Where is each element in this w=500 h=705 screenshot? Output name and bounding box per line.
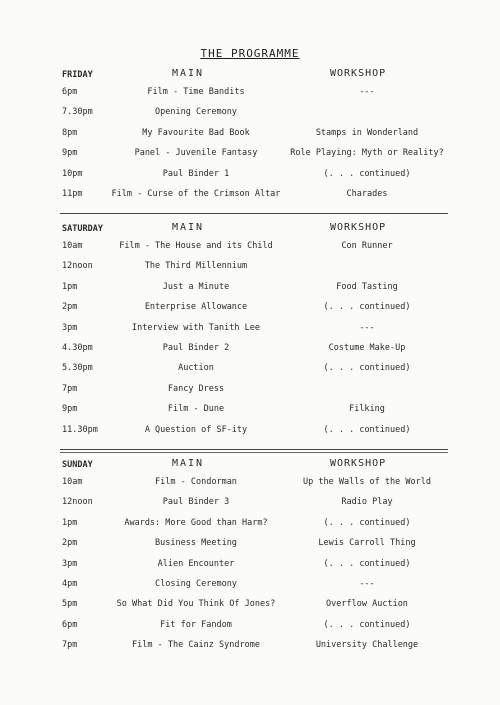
- main-event: Film - The House and its Child: [119, 241, 273, 251]
- time: 3pm: [62, 322, 78, 333]
- time: 6pm: [62, 619, 78, 630]
- main-event: Film - The Cainz Syndrome: [132, 640, 260, 651]
- time: 1pm: [62, 517, 78, 528]
- main-event: Auction: [178, 363, 214, 374]
- time: 5pm: [62, 599, 78, 610]
- workshop-event: ---: [359, 578, 375, 589]
- workshop-event: Filking: [349, 404, 385, 415]
- schedule-row: [62, 615, 452, 635]
- schedule-row: [62, 297, 452, 317]
- main-event: Film - Time Bandits: [147, 87, 245, 97]
- schedule-row: [62, 236, 452, 256]
- main-event: The Third Millennium: [144, 261, 248, 272]
- main-event: Fancy Dress: [167, 383, 225, 394]
- main-event: Enterprise Allowance: [144, 302, 248, 313]
- schedule-row: [62, 492, 452, 512]
- workshop-event: Costume Make-Up: [328, 342, 406, 353]
- schedule-row: [62, 554, 452, 574]
- workshop-event: (. . . continued): [323, 619, 411, 630]
- main-event: Alien Encounter: [157, 558, 235, 569]
- time: 7pm: [62, 640, 78, 651]
- schedule-row: [62, 102, 452, 122]
- sunday-header: [62, 458, 452, 472]
- workshop-event: Up the Walls of the World: [303, 477, 431, 487]
- workshop-event: University Challenge: [315, 640, 419, 651]
- main-event: Fit for Fandom: [160, 619, 232, 630]
- time: 1pm: [62, 281, 78, 292]
- workshop-column-label: WORKSHOP: [330, 222, 387, 233]
- saturday-section: [62, 222, 452, 440]
- main-event: So What Did You Think Of Jones?: [116, 599, 276, 610]
- time: 11pm: [62, 188, 83, 199]
- friday-header: [62, 68, 452, 82]
- main-event: Paul Binder 3: [162, 497, 230, 508]
- main-event: Business Meeting: [155, 538, 237, 549]
- schedule-row: [62, 472, 452, 492]
- main-column-label: MAIN: [172, 68, 205, 79]
- day-label: FRIDAY: [62, 70, 93, 80]
- time: 11.30pm: [62, 424, 98, 435]
- workshop-event: (. . . continued): [323, 363, 411, 374]
- main-event: Paul Binder 2: [162, 342, 230, 353]
- main-event: Film - Curse of the Crimson Altar: [111, 188, 281, 199]
- day-label: SATURDAY: [62, 224, 103, 234]
- time: 2pm: [62, 302, 78, 313]
- day-label: SUNDAY: [62, 460, 93, 470]
- time: 10am: [62, 477, 83, 487]
- main-event: Interview with Tanith Lee: [132, 322, 260, 333]
- workshop-event: (. . . continued): [323, 517, 411, 528]
- schedule-row: [62, 513, 452, 533]
- schedule-row: [62, 533, 452, 553]
- schedule-row: [62, 379, 452, 399]
- time: 9pm: [62, 404, 78, 415]
- schedule-row: [62, 594, 452, 614]
- saturday-header: [62, 222, 452, 236]
- workshop-event: Con Runner: [341, 241, 393, 251]
- time: 8pm: [62, 127, 78, 138]
- time: 7.30pm: [62, 107, 93, 118]
- time: 3pm: [62, 558, 78, 569]
- workshop-event: (. . . continued): [323, 424, 411, 435]
- workshop-event: (. . . continued): [323, 168, 411, 179]
- schedule-row: [62, 277, 452, 297]
- workshop-column-label: WORKSHOP: [330, 68, 387, 79]
- schedule-row: [62, 420, 452, 440]
- workshop-event: ---: [359, 322, 375, 333]
- schedule-row: [62, 256, 452, 276]
- workshop-event: Overflow Auction: [326, 599, 408, 610]
- main-event: Just a Minute: [162, 281, 230, 292]
- page-title: THE PROGRAMME: [200, 47, 300, 60]
- workshop-column-label: WORKSHOP: [330, 458, 387, 469]
- main-event: A Question of SF-ity: [144, 424, 248, 435]
- time: 7pm: [62, 383, 78, 394]
- section-divider: [60, 449, 448, 450]
- workshop-event: (. . . continued): [323, 302, 411, 313]
- main-event: Paul Binder 1: [162, 168, 230, 179]
- main-event: Opening Ceremony: [155, 107, 237, 118]
- main-column-label: MAIN: [172, 458, 205, 469]
- workshop-event: (. . . continued): [323, 558, 411, 569]
- time: 12noon: [62, 497, 93, 508]
- schedule-row: [62, 358, 452, 378]
- schedule-row: [62, 399, 452, 419]
- friday-section: [62, 68, 452, 204]
- main-event: Film - Dune: [167, 404, 225, 415]
- section-divider: [60, 213, 448, 214]
- workshop-event: ---: [359, 87, 375, 97]
- main-event: Panel - Juvenile Fantasy: [134, 148, 258, 159]
- time: 2pm: [62, 538, 78, 549]
- time: 4.30pm: [62, 342, 93, 353]
- schedule-row: [62, 143, 452, 163]
- schedule-row: [62, 164, 452, 184]
- workshop-event: Stamps in Wonderland: [315, 127, 419, 138]
- time: 4pm: [62, 578, 78, 589]
- main-event: Film - Condorman: [155, 477, 237, 487]
- workshop-event: Lewis Carroll Thing: [318, 538, 416, 549]
- schedule-row: [62, 635, 452, 655]
- time: 12noon: [62, 261, 93, 272]
- schedule-row: [62, 82, 452, 102]
- workshop-event: Radio Play: [341, 497, 393, 508]
- schedule-row: [62, 123, 452, 143]
- main-column-label: MAIN: [172, 222, 205, 233]
- schedule-row: [62, 574, 452, 594]
- workshop-event: Role Playing: Myth or Reality?: [290, 148, 444, 159]
- main-event: Awards: More Good than Harm?: [124, 517, 268, 528]
- schedule-row: [62, 338, 452, 358]
- section-divider: [60, 452, 448, 453]
- time: 6pm: [62, 87, 78, 97]
- workshop-event: Food Tasting: [336, 281, 398, 292]
- time: 9pm: [62, 148, 78, 159]
- time: 10pm: [62, 168, 83, 179]
- main-event: My Favourite Bad Book: [142, 127, 250, 138]
- time: 5.30pm: [62, 363, 93, 374]
- schedule-row: [62, 318, 452, 338]
- workshop-event: Charades: [346, 188, 388, 199]
- main-event: Closing Ceremony: [155, 578, 237, 589]
- schedule-row: [62, 184, 452, 204]
- time: 10am: [62, 241, 83, 251]
- sunday-section: [62, 458, 452, 656]
